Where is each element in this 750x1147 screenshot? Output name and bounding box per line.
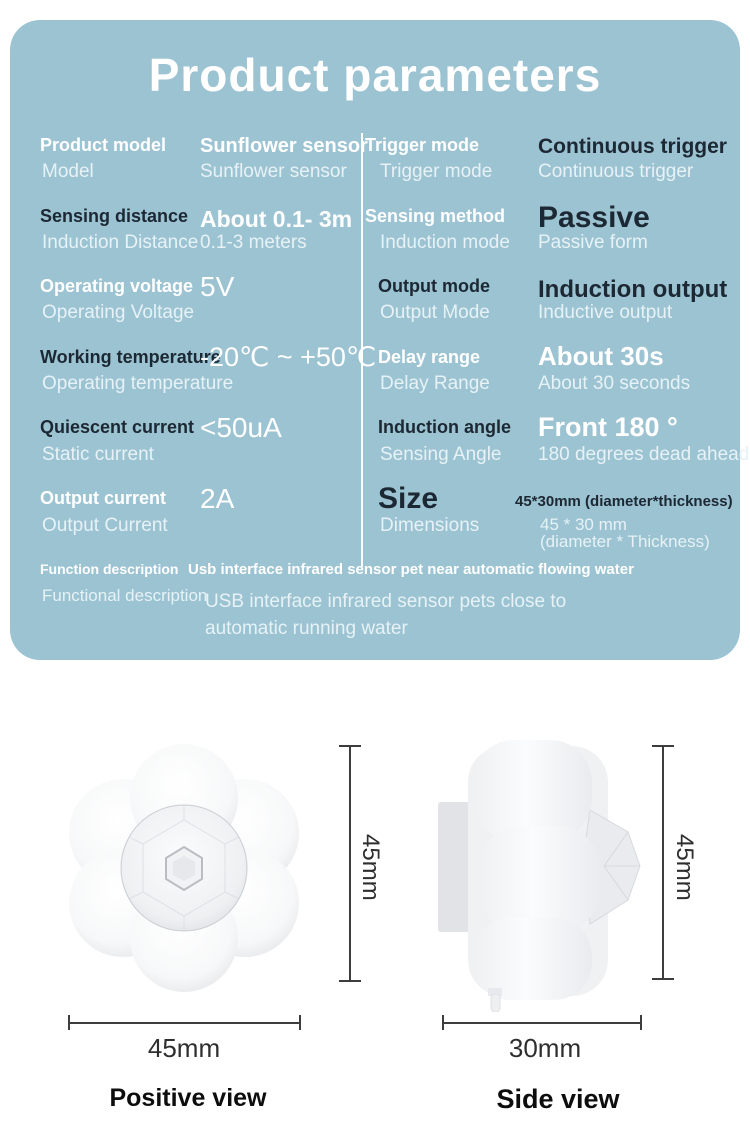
param-sublabel: Dimensions xyxy=(380,515,480,536)
param-label: Sensing method xyxy=(365,206,506,226)
param-value: 45*30mm (diameter*thickness) xyxy=(515,493,733,510)
param-subvalue: About 30 seconds xyxy=(538,373,691,394)
dimension-cap xyxy=(339,980,361,982)
param-subvalue: 180 degrees dead ahead xyxy=(538,444,750,465)
param-subvalue: USB interface infrared sensor pets close to automatic running water xyxy=(205,591,567,639)
param-subvalue: Sunflower sensor xyxy=(200,161,347,182)
param-value: <50uA xyxy=(200,412,282,443)
page-title: Product parameters xyxy=(148,49,602,101)
front-height-label: 45mm xyxy=(357,834,384,901)
param-sublabel: Operating temperature xyxy=(42,373,234,394)
param-value: About 30s xyxy=(538,341,664,371)
size-subvalue-line2: (diameter * Thickness) xyxy=(540,532,710,551)
param-value: Usb interface infrared sensor pet near automatic flowing water xyxy=(188,561,634,578)
param-label: Trigger mode xyxy=(365,135,480,155)
param-label: Induction angle xyxy=(378,417,511,437)
param-label: Product model xyxy=(40,135,167,155)
param-sublabel: Output Current xyxy=(42,515,168,536)
param-sublabel: Operating Voltage xyxy=(42,302,195,323)
param-subvalue: Continuous trigger xyxy=(538,161,694,182)
param-label: Output current xyxy=(40,488,166,508)
dimension-line xyxy=(442,1022,642,1024)
param-subvalue: 0.1-3 meters xyxy=(200,232,307,253)
param-value: About 0.1- 3m xyxy=(200,206,353,232)
front-view-caption: Positive view xyxy=(109,1084,267,1112)
param-label: Quiescent current xyxy=(40,417,195,437)
param-sublabel: Static current xyxy=(42,444,154,465)
size-subvalue-line1: 45 * 30 mm xyxy=(540,515,627,534)
param-value: Passive xyxy=(538,201,650,234)
dimension-line xyxy=(349,745,351,982)
param-sublabel: Trigger mode xyxy=(380,161,493,182)
front-view-image xyxy=(58,744,310,1002)
param-subvalue: Inductive output xyxy=(538,302,673,323)
side-width-dimension-line xyxy=(442,1015,642,1031)
param-sublabel: Output Mode xyxy=(380,302,490,323)
param-value: -20℃ ~ +50℃ xyxy=(200,342,377,372)
param-subvalue xyxy=(540,516,730,550)
dimension-line xyxy=(662,745,664,980)
dimension-line xyxy=(68,1022,301,1024)
param-sublabel: Induction Distance xyxy=(42,232,199,253)
param-label: Function description xyxy=(40,561,179,577)
param-label: Output mode xyxy=(378,276,490,296)
side-view-caption: Side view xyxy=(496,1084,620,1114)
side-width-label: 30mm xyxy=(508,1033,582,1063)
param-sublabel: Induction mode xyxy=(380,232,510,253)
dimension-cap xyxy=(652,978,674,980)
param-sublabel: Functional description xyxy=(42,586,208,605)
param-label: Delay range xyxy=(378,347,481,367)
param-sublabel: Sensing Angle xyxy=(380,444,502,465)
front-width-label: 45mm xyxy=(147,1033,221,1063)
front-width-dimension-line xyxy=(68,1015,301,1031)
param-value: 2A xyxy=(200,483,235,514)
param-subvalue: Passive form xyxy=(538,232,648,253)
param-value: Induction output xyxy=(538,276,728,303)
param-sublabel: Model xyxy=(42,161,94,182)
param-value: 5V xyxy=(200,271,235,302)
param-label: Working temperature xyxy=(40,347,221,367)
param-value: Front 180 ° xyxy=(538,412,678,442)
dimension-cap xyxy=(640,1015,642,1030)
param-value: Sunflower sensor xyxy=(200,135,368,157)
param-label: Sensing distance xyxy=(40,206,189,226)
param-label: Operating voltage xyxy=(40,276,194,296)
side-view-image xyxy=(432,740,664,1012)
param-value: Continuous trigger xyxy=(538,135,727,158)
parameters-card xyxy=(10,20,750,660)
param-sublabel: Delay Range xyxy=(380,373,490,394)
dimension-cap xyxy=(299,1015,301,1030)
side-height-label: 45mm xyxy=(671,834,698,901)
param-label: Size xyxy=(378,482,439,515)
